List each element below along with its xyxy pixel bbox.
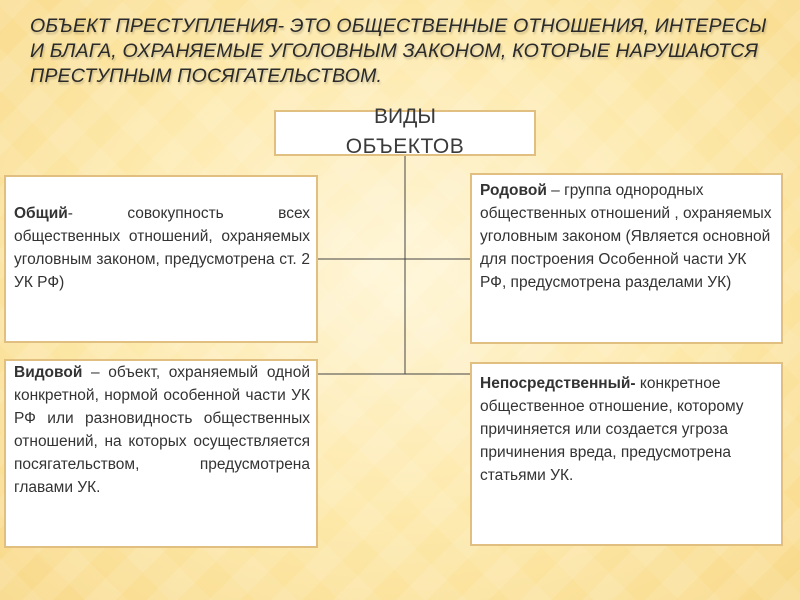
general-object-term: Общий [14, 205, 68, 222]
slide-heading: ОБЪЕКТ ПРЕСТУПЛЕНИЯ- ЭТО ОБЩЕСТВЕННЫЕ ОТНОШЕНИЯ, ИНТЕРЕСЫ И БЛАГА, ОХРАНЯЕМЫЕ УГОЛОВНЫМ ЗАКОНОМ, КОТОРЫЕ НАРУШАЮТСЯ ПРЕСТУПНЫМ ПОСЯГАТЕЛЬСТВОМ. [30, 15, 767, 87]
general-object-text: - совокупность всех общественных отношений, охраняемых уголовным законом, предусмотрена ст. 2 УК РФ) [14, 205, 310, 291]
generic-object-text: – группа однородных общественных отношений , охраняемых уголовным законом (Является основной для построения Особенной части УК РФ, предусмотрена разделами УК) [480, 182, 772, 291]
object-types-title-box [274, 105, 536, 158]
object-types-title-line2: ОБЪЕКТОВ [345, 135, 465, 158]
object-types-title-line1: ВИДЫ [374, 105, 436, 128]
direct-object-box [470, 362, 783, 546]
generic-object-term: Родовой [480, 182, 547, 199]
direct-object-text: конкретное общественное отношение, которому причиняется или создается угроза причинения вреда, предусмотрена статьями УК. [480, 375, 744, 484]
specific-object-box [4, 359, 318, 548]
general-object-box [4, 175, 318, 343]
generic-object-box [470, 173, 783, 344]
specific-object-text: – объект, охраняемый одной конкретной, нормой особенной части УК РФ или разновидность общественных отношений, на которых осуществляется посягательством, предусмотрена главами УК. [14, 364, 310, 496]
specific-object-term: Видовой [14, 364, 83, 381]
direct-object-term: Непосредственный- [480, 375, 636, 392]
